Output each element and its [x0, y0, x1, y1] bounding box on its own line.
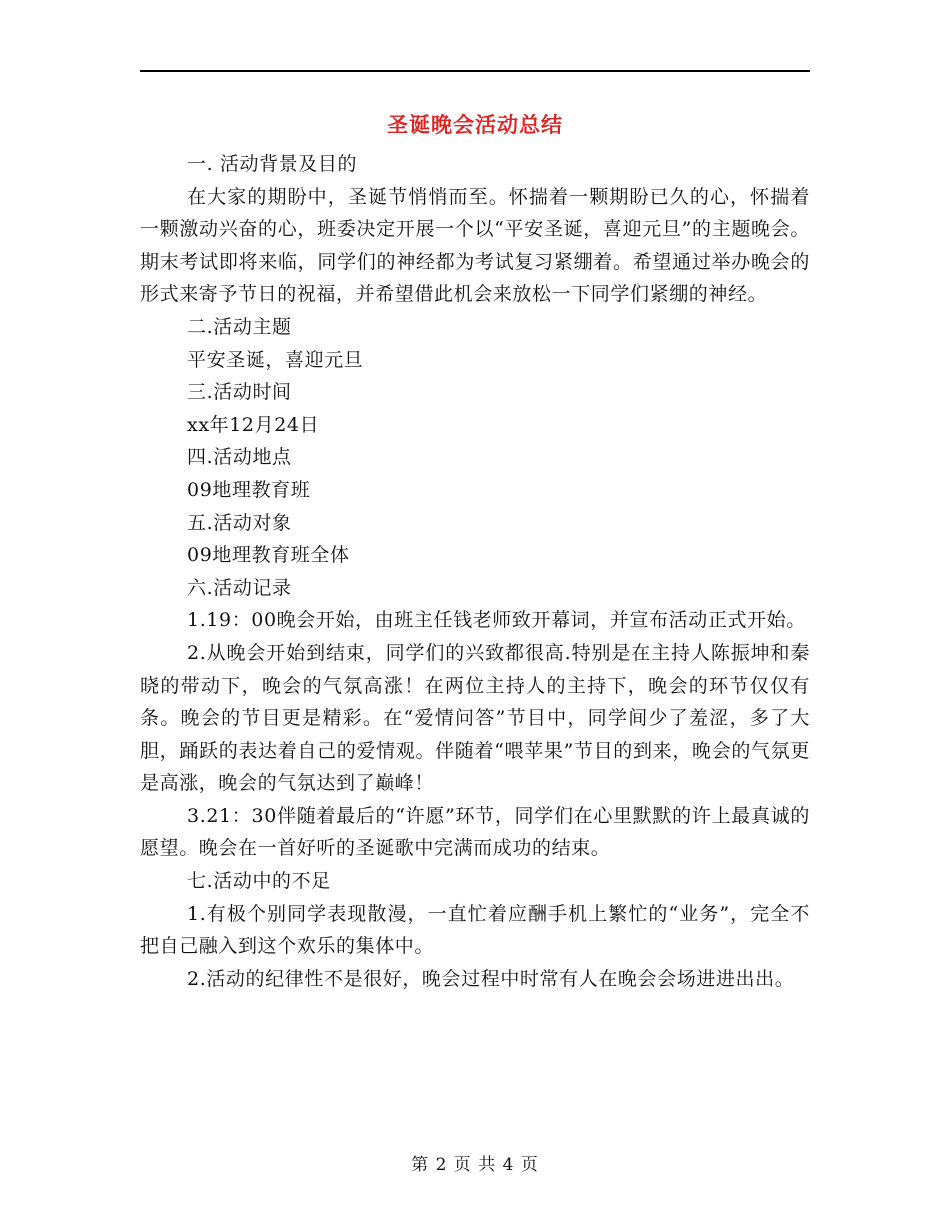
section-heading-shortcomings: 七.活动中的不足 — [187, 870, 331, 893]
paragraph-audience: 09地理教育班全体 — [187, 544, 350, 567]
paragraph-theme: 平安圣诞，喜迎元旦 — [187, 348, 364, 371]
page-number-footer: 第 2 页 共 4 页 — [411, 1155, 539, 1175]
section-heading-theme: 二.活动主题 — [187, 315, 292, 338]
section-heading-record: 六.活动记录 — [187, 576, 292, 599]
paragraph-record-2: 2.从晚会开始到结束，同学们的兴致都很高.特别是在主持人陈振坤和秦晓的带动下，晚会的气氛高涨！在两位主持人的主持下，晚会的环节仅仅有条。晚会的节目更是精彩。在“爱情问答”节目中，同学间少了羞涩，多了大胆，踊跃的表达着自己的爱情观。伴随着“喂苹果”节目的到来，晚会的气氛更是高涨，晚会的气氛达到了巅峰！ — [140, 641, 810, 795]
document-body — [140, 148, 810, 995]
document-title: 圣诞晚会活动总结 — [387, 112, 563, 137]
section-heading-location: 四.活动地点 — [187, 446, 292, 469]
header-rule — [140, 70, 810, 72]
paragraph-shortcoming-1: 1.有极个别同学表现散漫，一直忙着应酬手机上繁忙的“业务”，完全不把自己融入到这个欢乐的集体中。 — [140, 902, 810, 958]
paragraph-record-1: 1.19：00晚会开始，由班主任钱老师致开幕词，并宣布活动正式开始。 — [187, 609, 806, 632]
paragraph-time: xx年12月24日 — [187, 413, 320, 436]
paragraph-background: 在大家的期盼中，圣诞节悄悄而至。怀揣着一颗期盼已久的心，怀揣着一颗激动兴奋的心，班委决定开展一个以“平安圣诞，喜迎元旦”的主题晚会。期末考试即将来临，同学们的神经都为考试复习紧绷着。希望通过举办晚会的形式来寄予节日的祝福，并希望借此机会来放松一下同学们紧绷的神经。 — [140, 185, 810, 306]
section-heading-audience: 五.活动对象 — [187, 511, 292, 534]
section-heading-time: 三.活动时间 — [187, 381, 292, 404]
section-heading-background: 一. 活动背景及目的 — [187, 153, 358, 175]
paragraph-shortcoming-2: 2.活动的纪律性不是很好，晚会过程中时常有人在晚会会场进进出出。 — [187, 967, 795, 990]
paragraph-location: 09地理教育班 — [187, 478, 311, 501]
paragraph-record-3: 3.21：30伴随着最后的“许愿”环节，同学们在心里默默的许上最真诚的愿望。晚会在一首好听的圣诞歌中完满而成功的结束。 — [140, 804, 810, 860]
